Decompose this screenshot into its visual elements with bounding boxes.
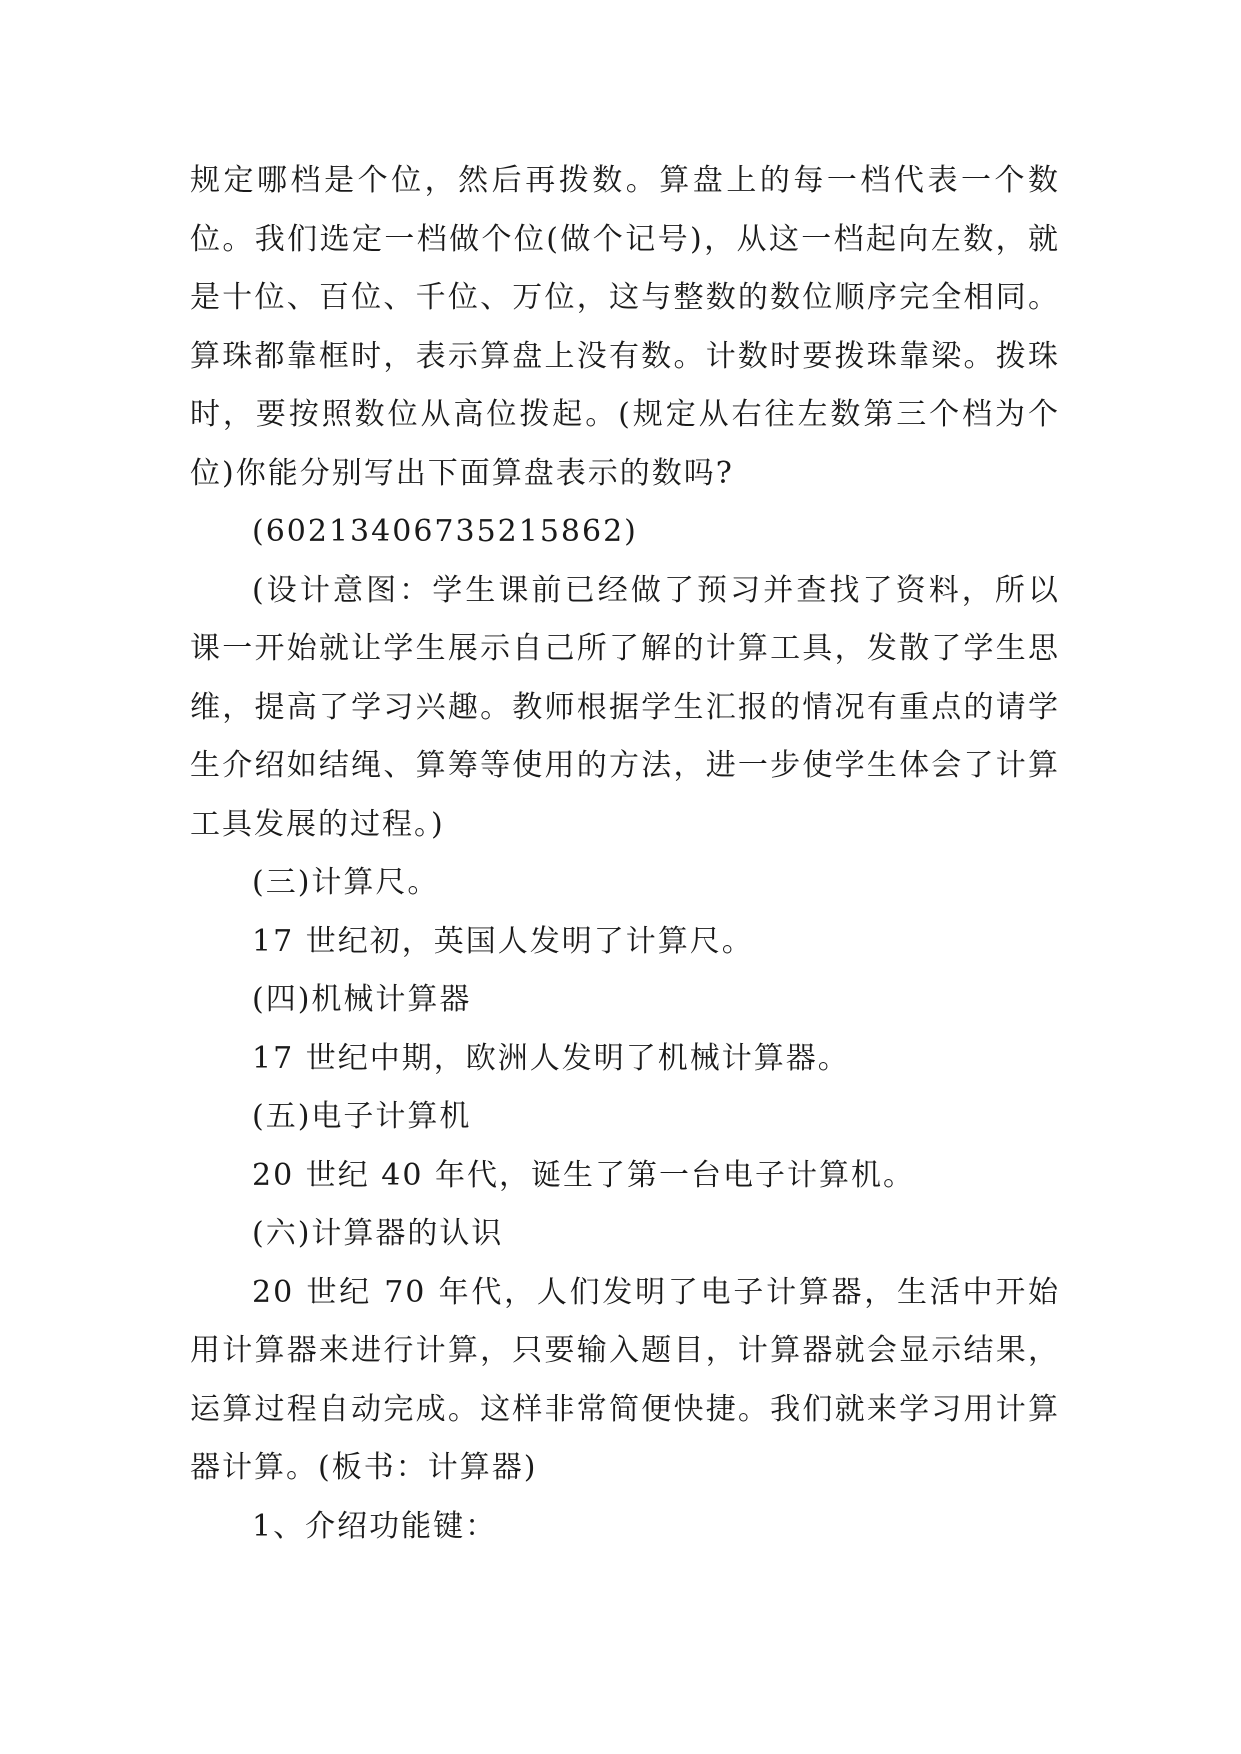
paragraph-abacus-explanation: 规定哪档是个位，然后再拨数。算盘上的每一档代表一个数位。我们选定一档做个位(做个记号)，从这一档起向左数，就是十位、百位、千位、万位，这与整数的数位顺序完全相同。算珠都靠框时，表示算盘上没有数。计数时要拨珠靠梁。拨珠时，要按照数位从高位拨起。(规定从右往左数第三个档为个位)你能分别写出下面算盘表示的数吗? [190,163,1060,491]
paragraph-electronic-computer: 20 世纪 40 年代，诞生了第一台电子计算机。 [252,1157,915,1193]
paragraph-function-keys: 1、介绍功能键： [252,1508,498,1544]
document-page [190,152,1060,1556]
heading-slide-rule: (三)计算尺。 [252,865,440,900]
paragraph-abacus-answer: (60213406735215862) [252,514,638,549]
paragraph-slide-rule: 17 世纪初，英国人发明了计算尺。 [252,923,754,959]
paragraph-calculator-intro: 20 世纪 70 年代，人们发明了电子计算器，生活中开始用计算器来进行计算，只要输入题目，计算器就会显示结果，运算过程自动完成。这样非常简便快捷。我们就来学习用计算器计算。(板书：计算器) [190,1274,1060,1485]
paragraph-design-intent: (设计意图：学生课前已经做了预习并查找了资料，所以课一开始就让学生展示自己所了解的计算工具，发散了学生思维，提高了学习兴趣。教师根据学生汇报的情况有重点的请学生介绍如结绳、算筹等使用的方法，进一步使学生体会了计算工具发展的过程。) [190,572,1060,842]
paragraph-mechanical-calculator: 17 世纪中期，欧洲人发明了机械计算器。 [252,1040,850,1076]
heading-electronic-computer: (五)电子计算机 [252,1099,472,1134]
heading-mechanical-calculator: (四)机械计算器 [252,982,472,1017]
heading-calculator-intro: (六)计算器的认识 [252,1216,504,1251]
